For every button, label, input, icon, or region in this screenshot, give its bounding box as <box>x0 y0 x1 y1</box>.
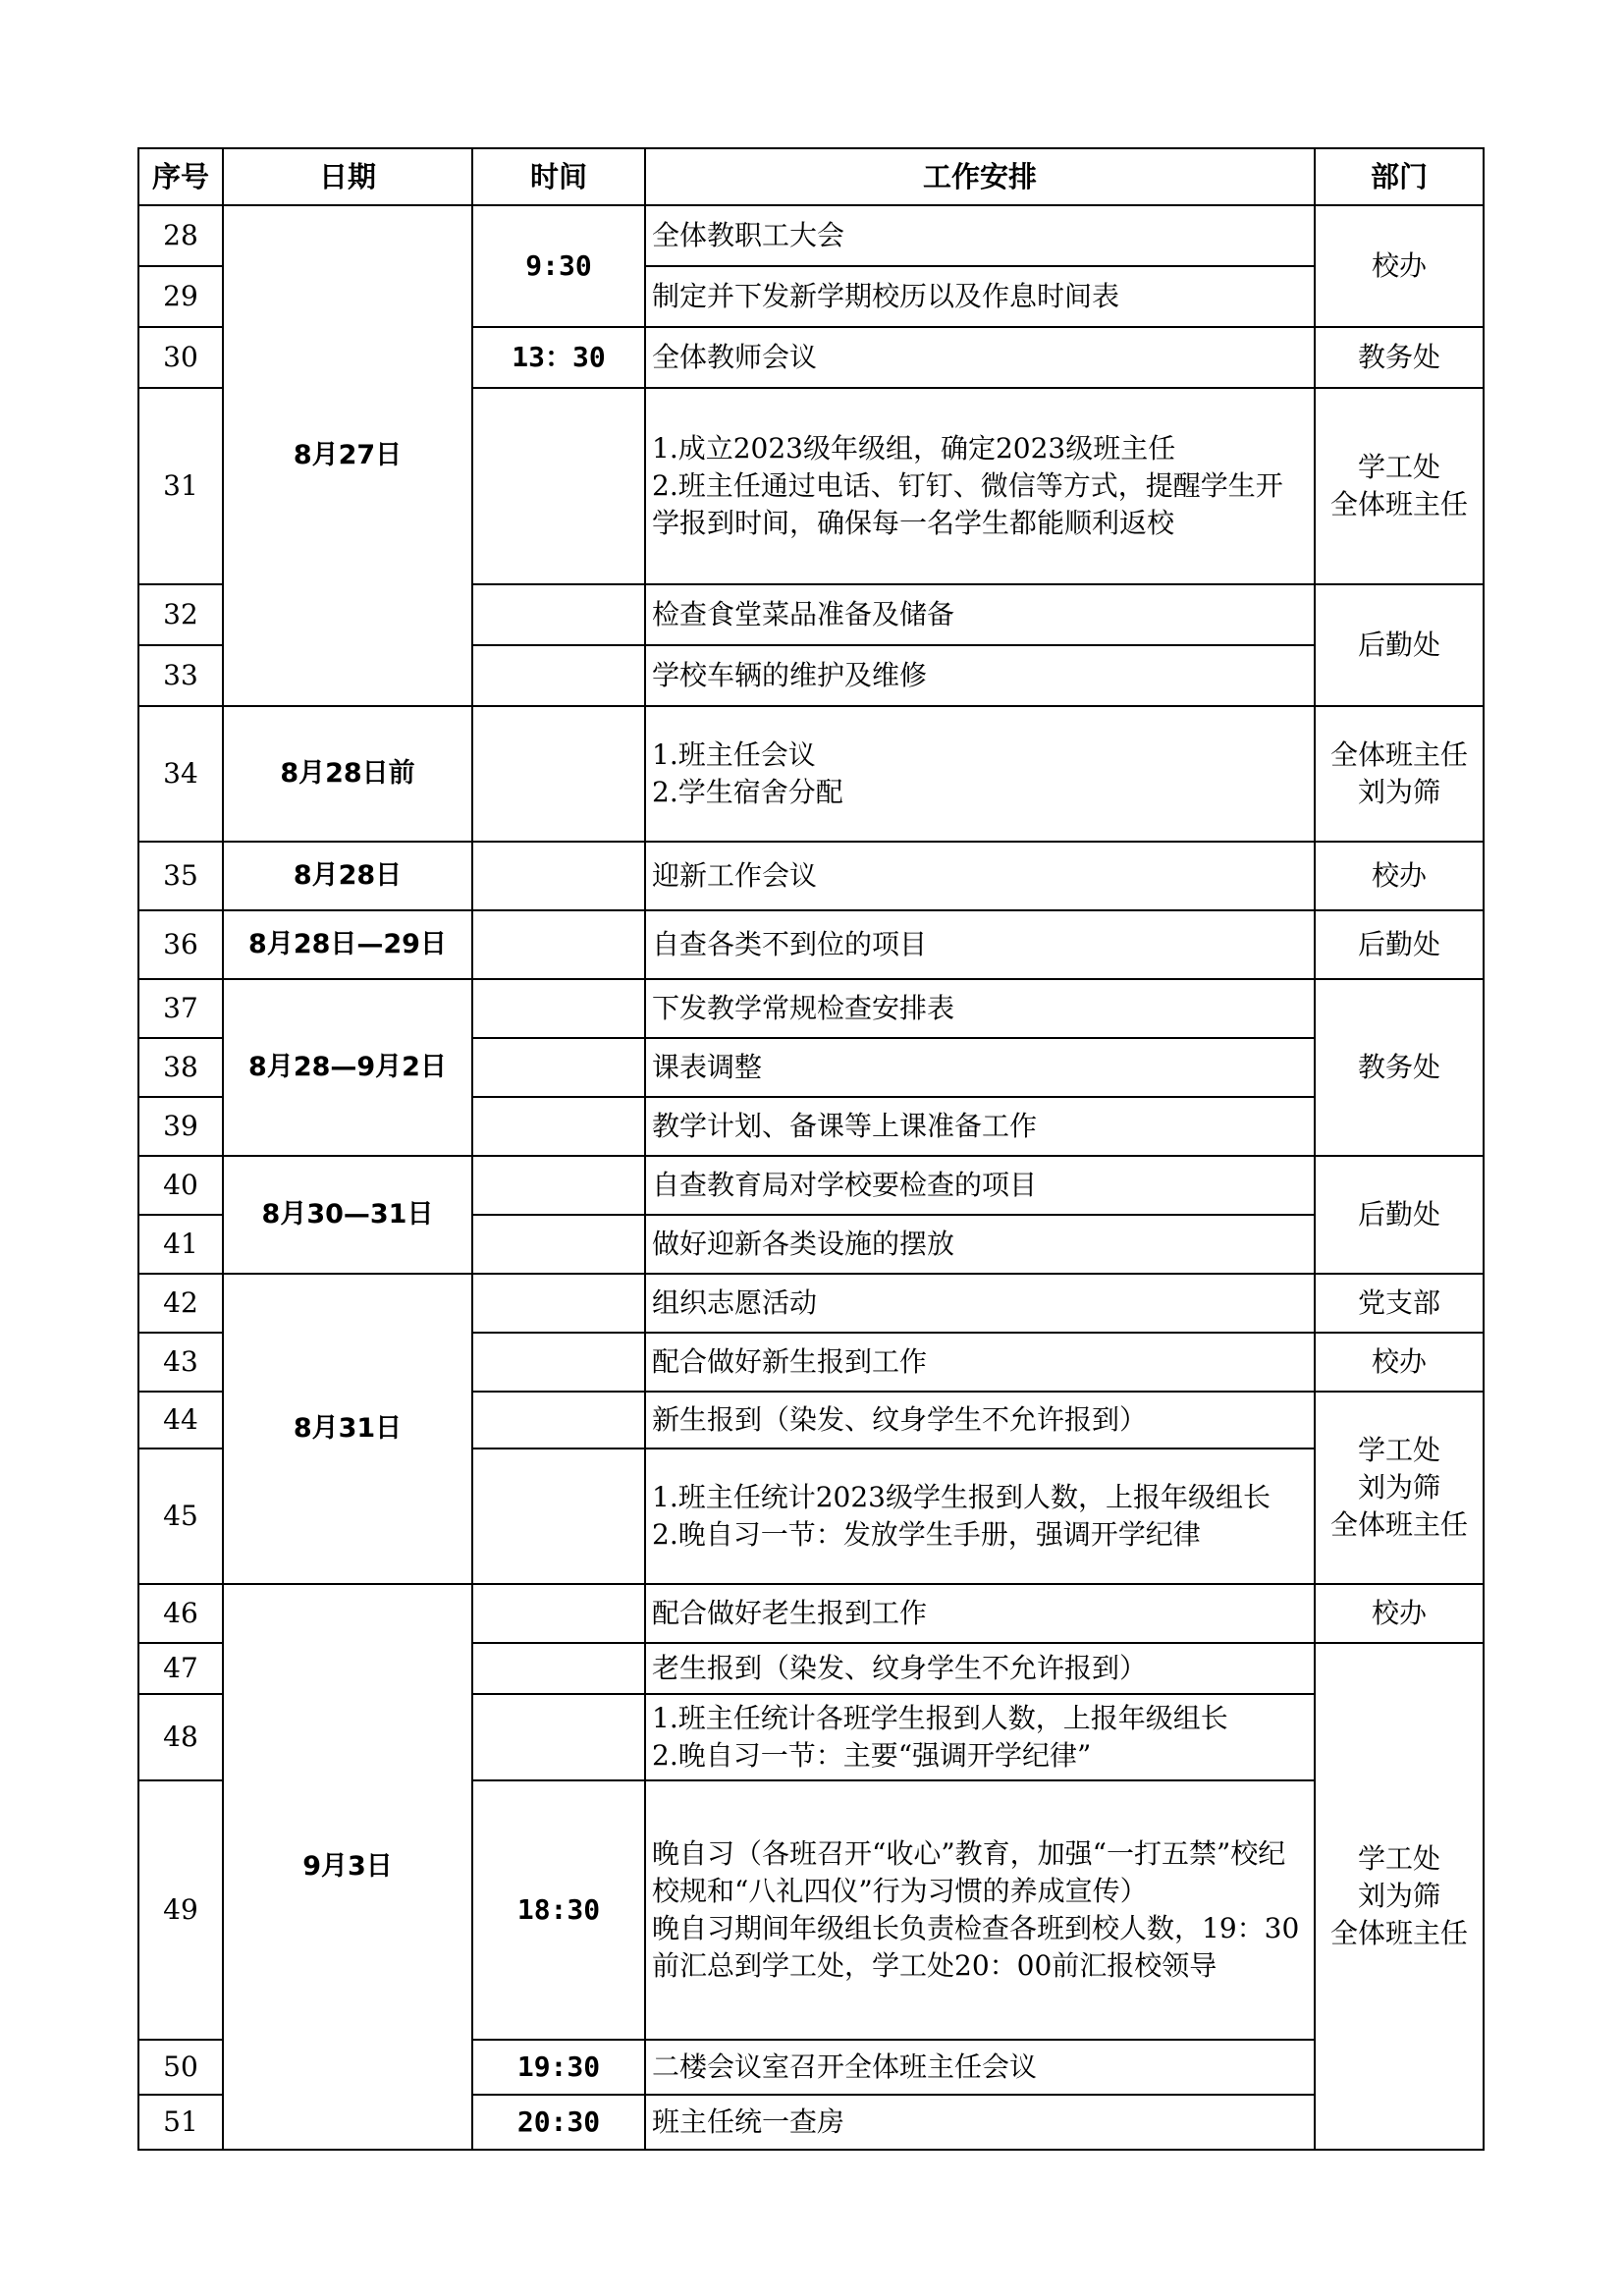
row-seq: 30 <box>138 327 223 388</box>
time-cell <box>472 1274 645 1333</box>
header-time: 时间 <box>472 148 645 205</box>
time-cell: 19:30 <box>472 2040 645 2095</box>
table-row <box>138 205 1484 266</box>
date-cell: 8月31日 <box>223 1274 472 1584</box>
dept-cell: 后勤处 <box>1315 1156 1484 1274</box>
table-row <box>138 842 1484 910</box>
dept-cell <box>1315 388 1484 584</box>
date-cell: 8月28—9月2日 <box>223 979 472 1156</box>
row-seq: 33 <box>138 645 223 706</box>
task-cell: 新生报到（染发、纹身学生不允许报到） <box>645 1392 1315 1449</box>
task-line: 1.班主任会议 <box>652 738 816 771</box>
time-cell <box>472 1038 645 1097</box>
dept-cell: 教务处 <box>1315 979 1484 1156</box>
task-line: 2.晚自习一节：主要“强调开学纪律” <box>652 1739 1092 1772</box>
time-cell <box>472 645 645 706</box>
task-cell: 学校车辆的维护及维修 <box>645 645 1315 706</box>
header-date: 日期 <box>223 148 472 205</box>
header-task: 工作安排 <box>645 148 1315 205</box>
time-cell <box>472 1156 645 1215</box>
time-cell <box>472 1097 645 1156</box>
date-cell: 8月27日 <box>223 205 472 706</box>
work-schedule-table <box>137 147 1485 2151</box>
dept-line: 学工处 <box>1357 451 1440 483</box>
table-row <box>138 910 1484 979</box>
dept-cell: 校办 <box>1315 1333 1484 1392</box>
date-cell: 8月28日—29日 <box>223 910 472 979</box>
row-seq: 43 <box>138 1333 223 1392</box>
time-cell: 20:30 <box>472 2095 645 2150</box>
time-cell <box>472 842 645 910</box>
row-seq: 35 <box>138 842 223 910</box>
dept-cell: 校办 <box>1315 842 1484 910</box>
dept-cell: 校办 <box>1315 205 1484 327</box>
date-cell: 8月28日 <box>223 842 472 910</box>
time-cell <box>472 1392 645 1449</box>
dept-cell: 教务处 <box>1315 327 1484 388</box>
dept-line: 学工处 <box>1357 1434 1440 1466</box>
table-row <box>138 1584 1484 1643</box>
time-cell <box>472 706 645 842</box>
dept-cell <box>1315 1643 1484 2150</box>
dept-cell: 党支部 <box>1315 1274 1484 1333</box>
row-seq: 29 <box>138 266 223 327</box>
table-row <box>138 979 1484 1038</box>
header-seq: 序号 <box>138 148 223 205</box>
task-cell: 课表调整 <box>645 1038 1315 1097</box>
date-cell: 8月30—31日 <box>223 1156 472 1274</box>
dept-line: 刘为筛 <box>1357 1880 1440 1912</box>
row-seq: 41 <box>138 1215 223 1274</box>
row-seq: 34 <box>138 706 223 842</box>
row-seq: 42 <box>138 1274 223 1333</box>
dept-line: 学工处 <box>1357 1842 1440 1875</box>
task-line: 2.班主任通过电话、钉钉、微信等方式，提醒学生开学报到时间，确保每一名学生都能顺利返校 <box>652 469 1283 539</box>
dept-cell <box>1315 706 1484 842</box>
row-seq: 47 <box>138 1643 223 1694</box>
task-line: 1.成立2023级年级组，确定2023级班主任 <box>652 432 1176 465</box>
date-cell: 9月3日 <box>223 1584 472 2150</box>
task-cell: 全体教职工大会 <box>645 205 1315 266</box>
task-cell <box>645 1449 1315 1584</box>
row-seq: 51 <box>138 2095 223 2150</box>
dept-line: 全体班主任 <box>1329 1917 1468 1949</box>
time-cell <box>472 1584 645 1643</box>
row-seq: 44 <box>138 1392 223 1449</box>
table-row <box>138 1274 1484 1333</box>
header-row <box>138 148 1484 205</box>
dept-line: 全体班主任 <box>1329 738 1468 771</box>
time-cell <box>472 1694 645 1780</box>
header-dept: 部门 <box>1315 148 1484 205</box>
row-seq: 46 <box>138 1584 223 1643</box>
task-cell: 自查各类不到位的项目 <box>645 910 1315 979</box>
task-cell <box>645 1694 1315 1780</box>
task-cell: 班主任统一查房 <box>645 2095 1315 2150</box>
dept-line: 刘为筛 <box>1357 776 1440 808</box>
task-cell <box>645 1780 1315 2040</box>
task-line: 1.班主任统计各班学生报到人数，上报年级组长 <box>652 1702 1228 1734</box>
dept-cell: 后勤处 <box>1315 910 1484 979</box>
task-cell: 制定并下发新学期校历以及作息时间表 <box>645 266 1315 327</box>
dept-cell: 校办 <box>1315 1584 1484 1643</box>
row-seq: 49 <box>138 1780 223 2040</box>
task-cell: 检查食堂菜品准备及储备 <box>645 584 1315 645</box>
task-cell <box>645 706 1315 842</box>
table-row <box>138 1156 1484 1215</box>
task-line: 1.班主任统计2023级学生报到人数，上报年级组长 <box>652 1481 1271 1513</box>
task-cell: 做好迎新各类设施的摆放 <box>645 1215 1315 1274</box>
dept-cell <box>1315 1392 1484 1584</box>
task-cell: 二楼会议室召开全体班主任会议 <box>645 2040 1315 2095</box>
task-cell: 组织志愿活动 <box>645 1274 1315 1333</box>
time-cell: 9:30 <box>472 205 645 327</box>
time-cell <box>472 979 645 1038</box>
row-seq: 48 <box>138 1694 223 1780</box>
task-cell: 下发教学常规检查安排表 <box>645 979 1315 1038</box>
row-seq: 28 <box>138 205 223 266</box>
time-cell <box>472 388 645 584</box>
row-seq: 39 <box>138 1097 223 1156</box>
task-line: 晚自习期间年级组长负责检查各班到校人数，19：30前汇总到学工处，学工处20：00前汇报校领导 <box>652 1912 1300 1982</box>
row-seq: 50 <box>138 2040 223 2095</box>
dept-line: 全体班主任 <box>1329 488 1468 520</box>
row-seq: 40 <box>138 1156 223 1215</box>
dept-cell: 后勤处 <box>1315 584 1484 706</box>
task-cell: 配合做好新生报到工作 <box>645 1333 1315 1392</box>
task-cell: 配合做好老生报到工作 <box>645 1584 1315 1643</box>
time-cell <box>472 584 645 645</box>
task-cell: 全体教师会议 <box>645 327 1315 388</box>
date-cell: 8月28日前 <box>223 706 472 842</box>
task-cell: 自查教育局对学校要检查的项目 <box>645 1156 1315 1215</box>
time-cell <box>472 1449 645 1584</box>
dept-line: 刘为筛 <box>1357 1471 1440 1503</box>
row-seq: 36 <box>138 910 223 979</box>
task-line: 晚自习（各班召开“收心”教育，加强“一打五禁”校纪校规和“八礼四仪”行为习惯的养成宣传） <box>652 1837 1286 1907</box>
row-seq: 32 <box>138 584 223 645</box>
row-seq: 38 <box>138 1038 223 1097</box>
row-seq: 31 <box>138 388 223 584</box>
table-row <box>138 706 1484 842</box>
time-cell <box>472 1643 645 1694</box>
time-cell <box>472 910 645 979</box>
time-cell: 13：30 <box>472 327 645 388</box>
task-line: 2.学生宿舍分配 <box>652 776 843 808</box>
time-cell <box>472 1215 645 1274</box>
task-cell: 迎新工作会议 <box>645 842 1315 910</box>
task-cell: 老生报到（染发、纹身学生不允许报到） <box>645 1643 1315 1694</box>
time-cell <box>472 1333 645 1392</box>
row-seq: 37 <box>138 979 223 1038</box>
task-line: 2.晚自习一节：发放学生手册，强调开学纪律 <box>652 1518 1201 1551</box>
task-cell <box>645 388 1315 584</box>
task-cell: 教学计划、备课等上课准备工作 <box>645 1097 1315 1156</box>
time-cell: 18:30 <box>472 1780 645 2040</box>
dept-line: 全体班主任 <box>1329 1508 1468 1541</box>
row-seq: 45 <box>138 1449 223 1584</box>
